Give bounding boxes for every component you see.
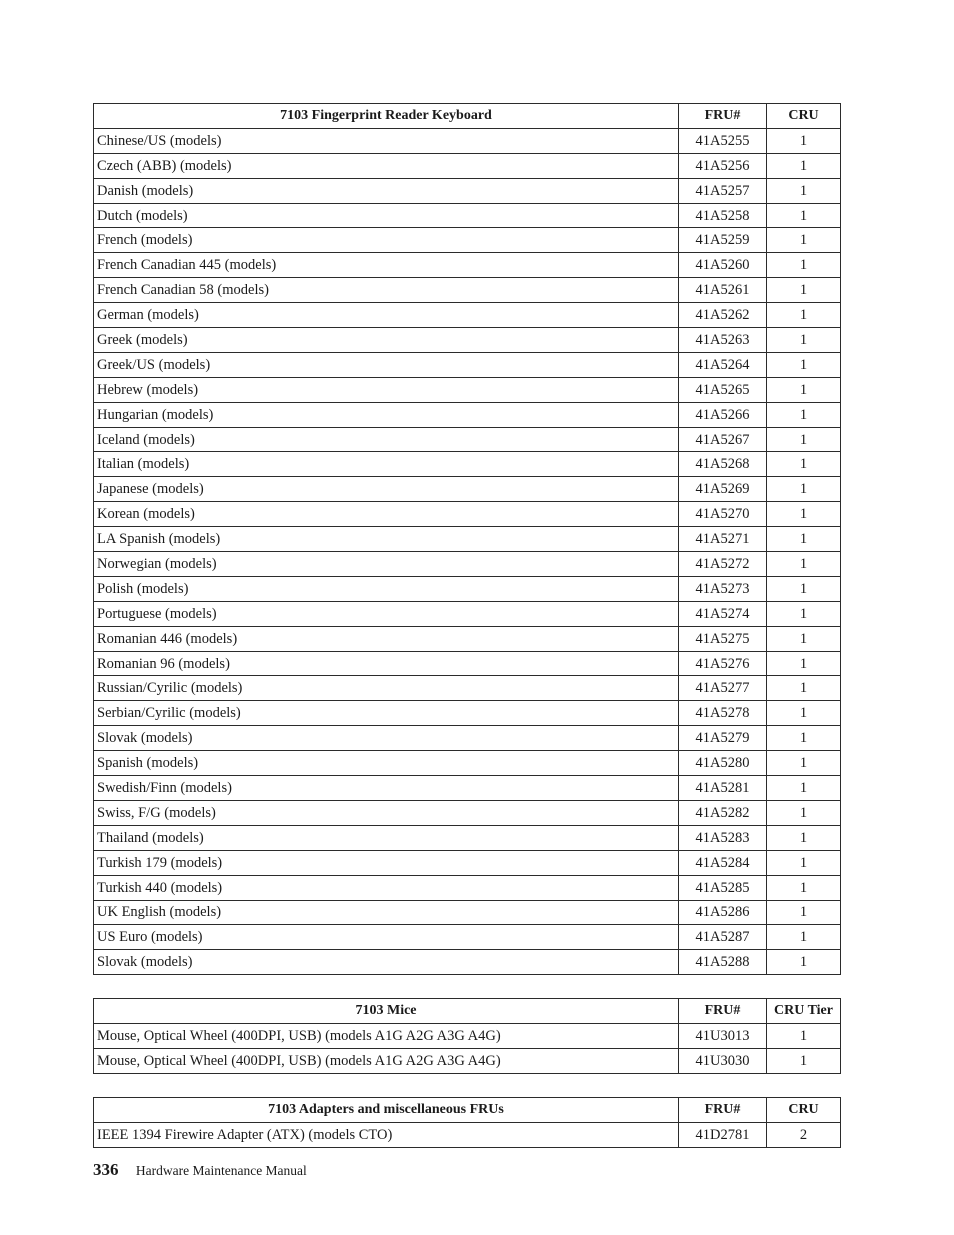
table-row (94, 751, 841, 776)
cell-description: LA Spanish (models) (94, 527, 679, 552)
cell-description: UK English (models) (94, 900, 679, 925)
cell-description: Swiss, F/G (models) (94, 800, 679, 825)
table-row (94, 800, 841, 825)
table-row (94, 228, 841, 253)
cell-description: Serbian/Cyrilic (models) (94, 701, 679, 726)
cell-cru: 1 (767, 626, 841, 651)
cell-fru-number: 41A5286 (679, 900, 767, 925)
table-row (94, 527, 841, 552)
cell-cru: 1 (767, 900, 841, 925)
cell-description: Mouse, Optical Wheel (400DPI, USB) (models A1G A2G A3G A4G) (94, 1023, 679, 1048)
cell-description: US Euro (models) (94, 925, 679, 950)
page-footer (93, 1160, 307, 1180)
cell-description: Japanese (models) (94, 477, 679, 502)
cell-cru: 1 (767, 527, 841, 552)
cell-fru-number: 41A5257 (679, 178, 767, 203)
cell-fru-number: 41A5268 (679, 452, 767, 477)
table-row (94, 502, 841, 527)
cell-fru-number: 41A5272 (679, 552, 767, 577)
table-row (94, 576, 841, 601)
table-header-row (94, 104, 841, 129)
header-cru-tier: CRU Tier (767, 999, 841, 1024)
cell-cru: 1 (767, 303, 841, 328)
cell-description: Slovak (models) (94, 950, 679, 975)
cell-fru-number: 41A5263 (679, 328, 767, 353)
table-row (94, 552, 841, 577)
cell-fru-number: 41A5269 (679, 477, 767, 502)
cell-cru: 1 (767, 701, 841, 726)
table-row (94, 452, 841, 477)
table-row (94, 875, 841, 900)
fingerprint-keyboard-table (93, 103, 841, 975)
header-fru: FRU# (679, 999, 767, 1024)
cell-cru: 1 (767, 178, 841, 203)
table-row (94, 676, 841, 701)
table-row (94, 701, 841, 726)
cell-cru: 1 (767, 800, 841, 825)
cell-cru: 1 (767, 576, 841, 601)
cell-fru-number: 41A5267 (679, 427, 767, 452)
cell-cru: 1 (767, 726, 841, 751)
cell-fru-number: 41A5256 (679, 153, 767, 178)
cell-cru: 1 (767, 128, 841, 153)
cell-description: Greek (models) (94, 328, 679, 353)
table-row (94, 253, 841, 278)
cell-description: Danish (models) (94, 178, 679, 203)
table-row (94, 352, 841, 377)
cell-description: Thailand (models) (94, 825, 679, 850)
cell-fru-number: 41A5265 (679, 377, 767, 402)
cell-cru: 1 (767, 502, 841, 527)
cell-fru-number: 41A5264 (679, 352, 767, 377)
cell-description: Swedish/Finn (models) (94, 776, 679, 801)
cell-fru-number: 41A5283 (679, 825, 767, 850)
cell-description: Iceland (models) (94, 427, 679, 452)
cell-cru: 1 (767, 477, 841, 502)
page-number: 336 (93, 1160, 119, 1179)
cell-description: French Canadian 58 (models) (94, 278, 679, 303)
table-row (94, 601, 841, 626)
table-row (94, 1023, 841, 1048)
table-row (94, 626, 841, 651)
cell-cru: 1 (767, 651, 841, 676)
cell-cru: 1 (767, 352, 841, 377)
table-row (94, 925, 841, 950)
table-row (94, 303, 841, 328)
header-fru: FRU# (679, 104, 767, 129)
cell-cru: 1 (767, 203, 841, 228)
cell-fru-number: 41A5287 (679, 925, 767, 950)
cell-description: French Canadian 445 (models) (94, 253, 679, 278)
header-fru: FRU# (679, 1098, 767, 1123)
cell-fru-number: 41A5282 (679, 800, 767, 825)
cell-fru-number: 41A5262 (679, 303, 767, 328)
table-row (94, 850, 841, 875)
cell-fru-number: 41U3030 (679, 1048, 767, 1073)
cell-fru-number: 41A5288 (679, 950, 767, 975)
cell-description: Greek/US (models) (94, 352, 679, 377)
cell-cru: 1 (767, 452, 841, 477)
table-row (94, 128, 841, 153)
cell-fru-number: 41U3013 (679, 1023, 767, 1048)
cell-description: Romanian 446 (models) (94, 626, 679, 651)
cell-fru-number: 41A5266 (679, 402, 767, 427)
mice-table (93, 998, 841, 1074)
cell-fru-number: 41A5279 (679, 726, 767, 751)
table-row (94, 776, 841, 801)
cell-fru-number: 41A5281 (679, 776, 767, 801)
header-cru: CRU (767, 1098, 841, 1123)
cell-description: Turkish 179 (models) (94, 850, 679, 875)
cell-cru: 1 (767, 402, 841, 427)
cell-cru: 1 (767, 825, 841, 850)
table-row (94, 950, 841, 975)
header-cru: CRU (767, 104, 841, 129)
manual-title: Hardware Maintenance Manual (135, 1163, 307, 1178)
cell-fru-number: 41A5285 (679, 875, 767, 900)
cell-cru: 1 (767, 925, 841, 950)
cell-fru-number: 41A5255 (679, 128, 767, 153)
cell-cru: 1 (767, 950, 841, 975)
cell-description: Italian (models) (94, 452, 679, 477)
cell-description: Hebrew (models) (94, 377, 679, 402)
cell-fru-number: 41A5275 (679, 626, 767, 651)
cell-fru-number: 41A5258 (679, 203, 767, 228)
table-row (94, 377, 841, 402)
cell-fru-number: 41A5271 (679, 527, 767, 552)
table-row (94, 328, 841, 353)
cell-fru-number: 41A5273 (679, 576, 767, 601)
cell-description: Slovak (models) (94, 726, 679, 751)
cell-cru: 1 (767, 1048, 841, 1073)
cell-cru: 1 (767, 278, 841, 303)
cell-description: Czech (ABB) (models) (94, 153, 679, 178)
cell-cru: 2 (767, 1122, 841, 1147)
cell-cru: 1 (767, 377, 841, 402)
cell-description: Turkish 440 (models) (94, 875, 679, 900)
cell-cru: 1 (767, 875, 841, 900)
cell-description: Russian/Cyrilic (models) (94, 676, 679, 701)
cell-cru: 1 (767, 601, 841, 626)
cell-cru: 1 (767, 153, 841, 178)
cell-description: Norwegian (models) (94, 552, 679, 577)
table-row (94, 477, 841, 502)
cell-fru-number: 41A5276 (679, 651, 767, 676)
cell-description: German (models) (94, 303, 679, 328)
cell-cru: 1 (767, 850, 841, 875)
table-row (94, 178, 841, 203)
cell-description: Chinese/US (models) (94, 128, 679, 153)
cell-description: Korean (models) (94, 502, 679, 527)
cell-description: Spanish (models) (94, 751, 679, 776)
cell-cru: 1 (767, 676, 841, 701)
table-row (94, 726, 841, 751)
cell-description: Polish (models) (94, 576, 679, 601)
cell-description: IEEE 1394 Firewire Adapter (ATX) (models CTO) (94, 1122, 679, 1147)
cell-fru-number: 41D2781 (679, 1122, 767, 1147)
table-row (94, 900, 841, 925)
table-row (94, 651, 841, 676)
header-description: 7103 Fingerprint Reader Keyboard (94, 104, 679, 129)
header-description: 7103 Mice (94, 999, 679, 1024)
cell-cru: 1 (767, 751, 841, 776)
cell-fru-number: 41A5280 (679, 751, 767, 776)
cell-fru-number: 41A5259 (679, 228, 767, 253)
table-row (94, 1048, 841, 1073)
cell-description: French (models) (94, 228, 679, 253)
cell-cru: 1 (767, 427, 841, 452)
cell-fru-number: 41A5277 (679, 676, 767, 701)
table-row (94, 203, 841, 228)
cell-fru-number: 41A5270 (679, 502, 767, 527)
cell-cru: 1 (767, 776, 841, 801)
cell-cru: 1 (767, 1023, 841, 1048)
header-description: 7103 Adapters and miscellaneous FRUs (94, 1098, 679, 1123)
cell-description: Mouse, Optical Wheel (400DPI, USB) (models A1G A2G A3G A4G) (94, 1048, 679, 1073)
cell-cru: 1 (767, 328, 841, 353)
table-row (94, 153, 841, 178)
table-row (94, 402, 841, 427)
table-row (94, 427, 841, 452)
cell-fru-number: 41A5278 (679, 701, 767, 726)
cell-cru: 1 (767, 228, 841, 253)
cell-fru-number: 41A5261 (679, 278, 767, 303)
table-row (94, 1122, 841, 1147)
cell-description: Dutch (models) (94, 203, 679, 228)
cell-fru-number: 41A5274 (679, 601, 767, 626)
cell-fru-number: 41A5260 (679, 253, 767, 278)
cell-description: Hungarian (models) (94, 402, 679, 427)
cell-description: Romanian 96 (models) (94, 651, 679, 676)
cell-fru-number: 41A5284 (679, 850, 767, 875)
table-row (94, 278, 841, 303)
table-row (94, 825, 841, 850)
table-header-row (94, 999, 841, 1024)
cell-cru: 1 (767, 552, 841, 577)
table-header-row (94, 1098, 841, 1123)
cell-cru: 1 (767, 253, 841, 278)
adapters-table (93, 1097, 841, 1148)
cell-description: Portuguese (models) (94, 601, 679, 626)
